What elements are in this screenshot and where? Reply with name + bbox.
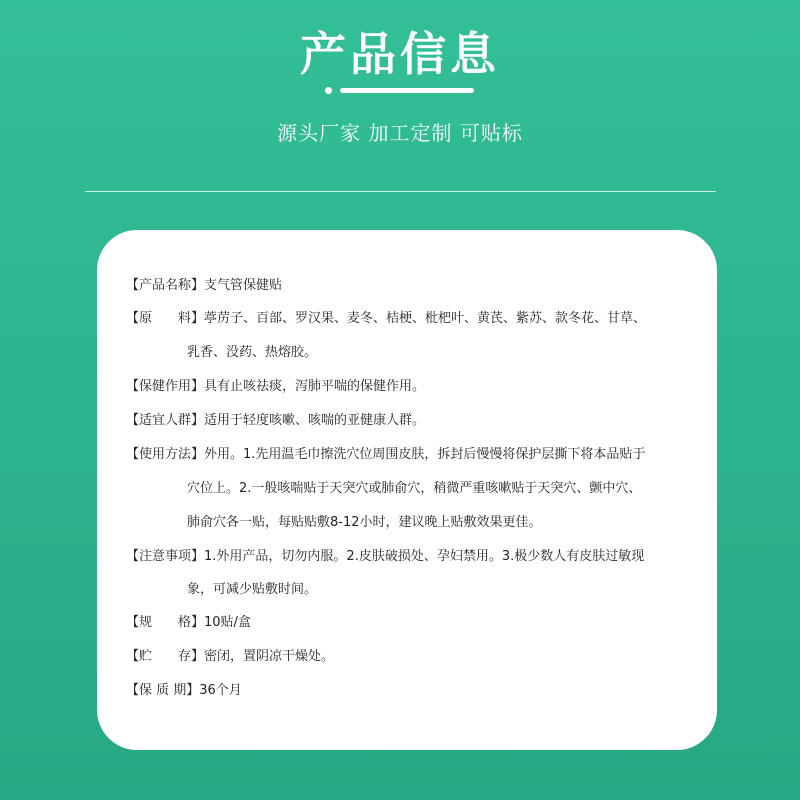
info-label-storage: 【贮 存】 [126, 649, 205, 664]
product-info-list [126, 230, 696, 708]
info-value-function: 具有止咳祛痰，泻肺平喘的保健作用。 [204, 379, 426, 394]
info-value-usage-line-1: 外用。1.先用温毛巾擦洗穴位周围皮肤，拆封后慢慢将保护层撕下将本品贴于 [204, 447, 646, 462]
info-value-cautions-line-2: 象，可减少贴敷时间。 [187, 582, 318, 597]
info-row-storage [126, 640, 696, 674]
info-value-cautions-line-1: 1.外用产品，切勿内服。2.皮肤破损处、孕妇禁用。3.极少数人有皮肤过敏现 [204, 549, 645, 564]
info-value-spec: 10贴/盒 [204, 615, 251, 630]
title-dot-decoration [325, 87, 332, 94]
product-info-card [97, 230, 717, 750]
info-row-usage [126, 438, 696, 540]
info-row-ingredients [126, 302, 696, 370]
header-divider [85, 191, 716, 192]
info-label-name: 【产品名称】 [126, 278, 205, 293]
page-subtitle: 源头厂家 加工定制 可贴标 [277, 121, 523, 145]
info-value-usage-line-2: 穴位上。2.一般咳喘贴于天突穴或肺俞穴，稍微严重咳嗽贴于天突穴、颤中穴、 [187, 481, 642, 496]
info-value-shelf-life: 36个月 [199, 683, 242, 698]
info-label-usage: 【使用方法】 [126, 447, 205, 462]
info-label-cautions: 【注意事项】 [126, 549, 205, 564]
info-row-target [126, 404, 696, 438]
info-row-cautions [126, 540, 696, 606]
info-label-function: 【保健作用】 [126, 379, 205, 394]
info-value-name: 支气管保健贴 [204, 278, 283, 293]
info-value-target: 适用于轻度咳嗽、咳喘的亚健康人群。 [204, 413, 426, 428]
info-label-ingredients: 【原 料】 [126, 311, 205, 326]
info-row-shelf-life [126, 674, 696, 708]
info-value-ingredients-line-2: 乳香、没药、热熔胶。 [187, 345, 318, 360]
info-row-function [126, 370, 696, 404]
info-value-usage-line-3: 肺俞穴各一贴，每贴贴敷8-12小时，建议晚上贴敷效果更佳。 [187, 515, 542, 530]
info-label-shelf-life: 【保 质 期】 [126, 683, 200, 698]
info-label-spec: 【规 格】 [126, 615, 205, 630]
info-value-storage: 密闭，置阴凉干燥处。 [204, 649, 335, 664]
title-underline-decoration [340, 88, 474, 93]
info-row-spec [126, 606, 696, 640]
info-label-target: 【适宜人群】 [126, 413, 205, 428]
info-row-name [126, 269, 696, 302]
page-title: 产品信息 [300, 27, 500, 81]
info-value-ingredients-line-1: 葶苈子、百部、罗汉果、麦冬、桔梗、枇杷叶、黄芪、紫苏、款冬花、甘草、 [204, 311, 647, 326]
